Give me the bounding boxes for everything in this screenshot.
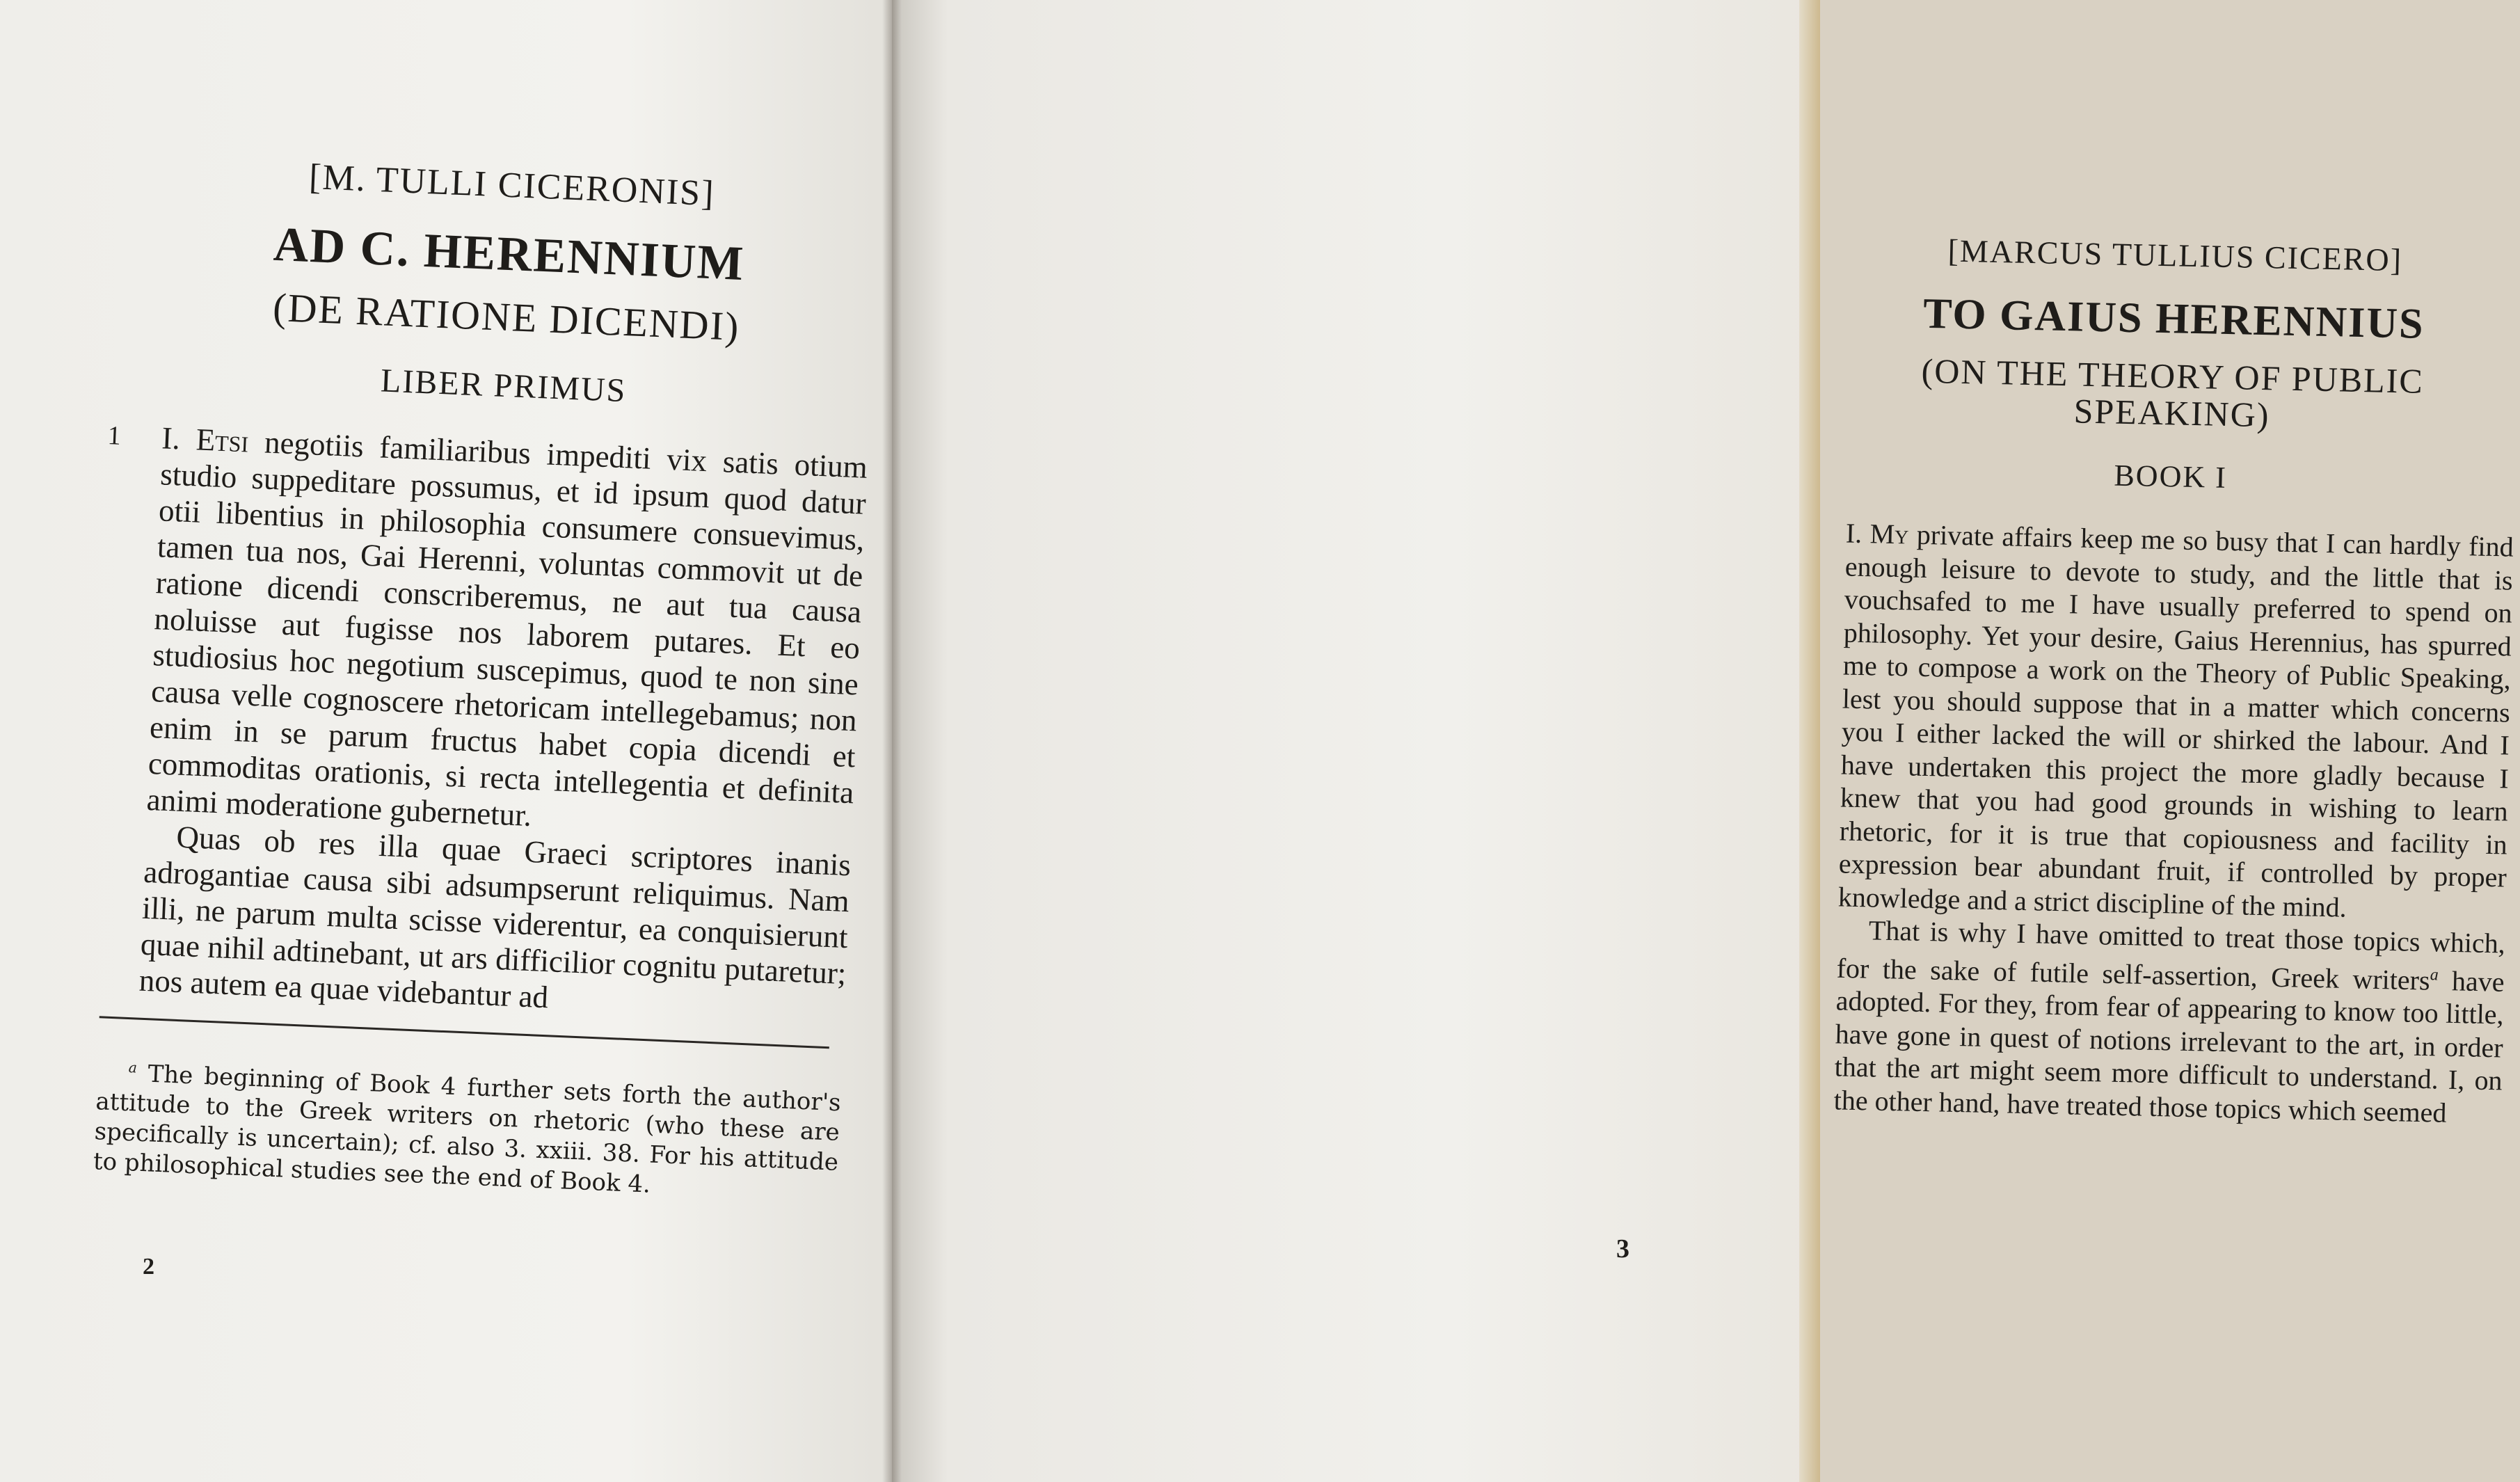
latin-section-number: 1 <box>106 420 122 451</box>
latin-paragraph-1 <box>106 419 868 847</box>
footnote-marker: a <box>128 1059 138 1076</box>
english-book-heading: BOOK I <box>2114 458 2228 495</box>
footnote-text: The beginning of Book 4 further sets forth the author's attitude to the Greek writers on rhetoric (who these are specifically is uncertain); cf. also 3. xxiii. 38. For his attitude to philosophical studies see the end of Book 4. <box>93 1060 842 1199</box>
left-text-block <box>93 150 879 1208</box>
left-page-number: 2 <box>143 1254 154 1280</box>
latin-subtitle: (DE RATIONE DICENDI) <box>272 284 741 349</box>
english-subtitle-line-2: SPEAKING) <box>2073 390 2271 434</box>
english-paragraph-lead: I. My <box>1845 517 1909 550</box>
book-gutter <box>882 0 902 1482</box>
english-title: TO GAIUS HERENNIUS <box>1922 289 2425 348</box>
latin-book-heading: LIBER PRIMUS <box>380 362 628 410</box>
latin-paragraph-2: Quas ob res illa quae Graeci scriptores inanis adrogantiae causa sibi adsumpserunt reliquimus. Nam illi, ne parum multa scisse viderentur, ea conquisierunt quae nihil adtinebant, ut ars difficilior cognitu putaretur; nos autem ea quae videbantur ad <box>138 819 852 1015</box>
english-paragraph-2-text-b: have adopted. For they, from fear of appearing to know too little, have gone in quest of notions irrelevant to the art, in order that the art might seem more difficult to understand. I, on the other hand, have treated those topics which seemed <box>1833 964 2505 1129</box>
english-paragraph-1-text: private affairs keep me so busy that I can hardly find enough leisure to devote to study, and the little that is vouchsafed to me I have usually preferred to spend on philosophy. Yet your desire, Gaius Herennius, has spurred me to compose a work on the Theory of Public Speaking, lest you should suppose that in a matter which concerns you I either lacked the will or shirked the labour. And I have undertaken this project the more gladly because I knew that you had good grounds in wishing to learn rhetoric, for it is true that copiousness and facility in expression bear abundant fruit, if controlled by proper knowledge and a strict discipline of the mind. <box>1837 518 2514 923</box>
latin-title: AD C. HERENNIUM <box>272 217 746 292</box>
english-paragraph-2-text-a: That is why I have omitted to treat those topics which, for the sake of futile self-assertion, Greek writers <box>1836 914 2506 996</box>
english-subtitle-line-1: (ON THE THEORY OF PUBLIC <box>1921 351 2425 401</box>
english-author-heading: [MARCUS TULLIUS CICERO] <box>1947 232 2403 278</box>
latin-footnote <box>93 1051 842 1208</box>
english-paragraph-2 <box>1812 913 2505 1131</box>
right-page <box>892 0 2514 1482</box>
right-text-block <box>1812 230 2519 1131</box>
english-paragraph-1 <box>1817 516 2514 927</box>
english-subtitle <box>1827 351 2517 438</box>
footnote-reference: a <box>2430 965 2439 985</box>
latin-paragraph-lead: I. Etsi <box>161 420 250 459</box>
latin-paragraph-1-text: negotiis familiaribus impediti vix satis otium studio suppeditare possumus, et id ipsum quod datur otii libentius in philosophia consumere consuevimus, tamen tua nos, Gai Herenni, voluntas commovit ut de ratione dicendi conscriberemus, ne aut tua causa noluisse aut fugisse nos laborem putares. Et eo studiosius hoc negotium suscepimus, quod te non sine causa velle cognoscere rhetoricam intellegebamus; non enim in se parum fructus habet copia dicendi et commoditas orationis, si recta intellegentia et definita animi moderatione gubernetur. <box>145 424 868 833</box>
latin-author-heading: [M. TULLI CICERONIS] <box>308 157 716 214</box>
page-edge <box>1799 0 1820 1482</box>
left-page <box>0 0 892 1482</box>
right-page-number: 3 <box>1616 1234 1629 1264</box>
